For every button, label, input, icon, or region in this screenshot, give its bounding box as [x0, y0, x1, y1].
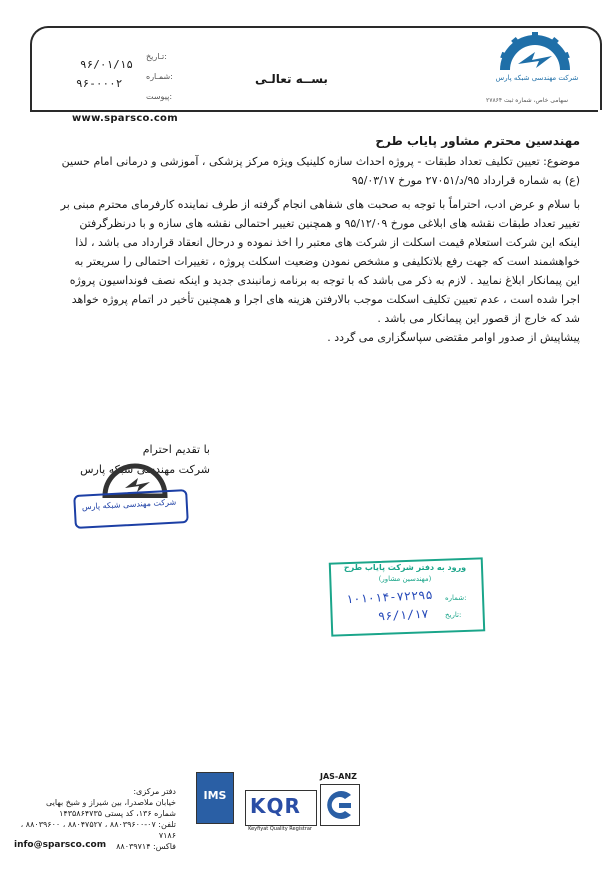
- fax: فاکس: ۸۸۰۳۹۷۱۴: [116, 842, 176, 851]
- body-paragraph: با سلام و عرض ادب، احتراماً با توجه به صحبت های شفاهی انجام گرفته از طرف نماینده کارفرمای محترم مبنی بر تغییر تعداد طبقات نقشه های ابلاغی مورخ ۹۵/۱۲/۰۹ و همچنین تغییر احتمالی نقشه های سازه و با درنظرگرفتن اینکه این شرکت استعلام قیمت اسکلت از شرکت های معتبر را اخذ نموده و درحال انعقاد قرارداد می باشد ، لذا خواهشمند است که جهت رفع بلاتکلیفی و مشخص نمودن وضعیت اسکلت پروژه ، تغییرات احتمالی را سریعتر به این پیمانکار ابلاغ نمایید . لازم به ذکر می باشد که با توجه به برنامه زمانبندی جدید و اینکه نصف فونداسیون پروژه اجرا شده است ، عدم تعیین تکلیف اسکلت موجب بالارفتن هزینه های اجرا و همچنین تأخیر در اتمام پروژه خواهد شد که خارج از قصور این پیمانکار می باشد .: [60, 198, 580, 325]
- signer: شرکت مهندسی شبکه پارس: [80, 463, 210, 476]
- attachment-label: پیوست:: [146, 92, 173, 101]
- basmala: بســه تعالـی: [255, 72, 328, 86]
- phone: تلفن: ۰۷-۸۸۰۳۹۶۰۰ ، ۸۸۰۴۷۵۲۷ ، ۸۸۰۳۹۶۰۰ ، ۷۱۸۶: [20, 820, 176, 840]
- receipt-date-label: تاریخ:: [445, 611, 462, 619]
- gear-logo-icon: [480, 30, 590, 74]
- receipt-date: ۹۶/۱/۱۷: [377, 606, 429, 624]
- company-name: شرکت مهندسی شبکه پارس: [495, 74, 579, 82]
- closing-line: پیشاپیش از صدور اوامر مقتضی سپاسگزاری می گردد .: [327, 331, 580, 344]
- number-value: ۹۶-۰۰۰۲: [76, 77, 123, 90]
- receipt-title: ورود به دفتر شرکت پایاب طرح: [343, 563, 467, 572]
- number-label: شمـاره:: [146, 72, 173, 81]
- kqr-label: KQR: [250, 794, 301, 818]
- header-divider: [30, 110, 598, 112]
- date-value: ۹۶/۰۱/۱۵: [80, 58, 133, 71]
- company-logo: [480, 30, 590, 100]
- ims-badge: [196, 772, 234, 824]
- registration-info: سهامی خاص، شماره ثبت ۲۷۸۶۴: [486, 97, 569, 104]
- company-stamp-text: شرکت مهندسی شبکه پارس: [81, 497, 177, 512]
- addressee: مهندسین محترم مشاور پایاب طرح: [375, 134, 580, 148]
- jas-anz-icon: [321, 785, 359, 825]
- address-line-1: خیابان ملاصدرا، بین شیراز و شیخ بهایی: [45, 798, 176, 807]
- receipt-number: ۱۰۱۰۱۴-۷۲۲۹۵: [345, 587, 434, 607]
- subject: موضوع: تعیین تکلیف تعداد طبقات - پروژه احداث سازه کلینیک ویژه مرکز پزشکی ، آموزشی و درمانی امام حسین (ع) به شماره قرارداد ۹۵/د/۲۷۰۵۱ مورخ ۹۵/۰۳/۱۷: [61, 155, 580, 187]
- receipt-number-label: شماره:: [445, 594, 467, 602]
- regards: با تقدیم احترام: [142, 443, 210, 456]
- jas-anz-label: JAS-ANZ: [320, 772, 357, 781]
- jas-anz-badge: [320, 784, 360, 826]
- kqr-caption: Keyfiyat Quality Registrar: [248, 826, 312, 832]
- email: info@sparsco.com: [14, 840, 107, 850]
- website: www.sparsco.com: [72, 113, 178, 124]
- receipt-subtitle: (مهندسین مشاور): [378, 575, 432, 583]
- ims-label: IMS: [203, 789, 227, 802]
- address-line-2: شماره ۱۳۶، کد پستی ۱۴۳۵۸۶۴۷۳۵: [59, 809, 176, 818]
- office-title: دفتر مرکزی:: [133, 787, 176, 796]
- date-label: تـاريخ:: [146, 52, 167, 61]
- letter-body: [60, 195, 580, 347]
